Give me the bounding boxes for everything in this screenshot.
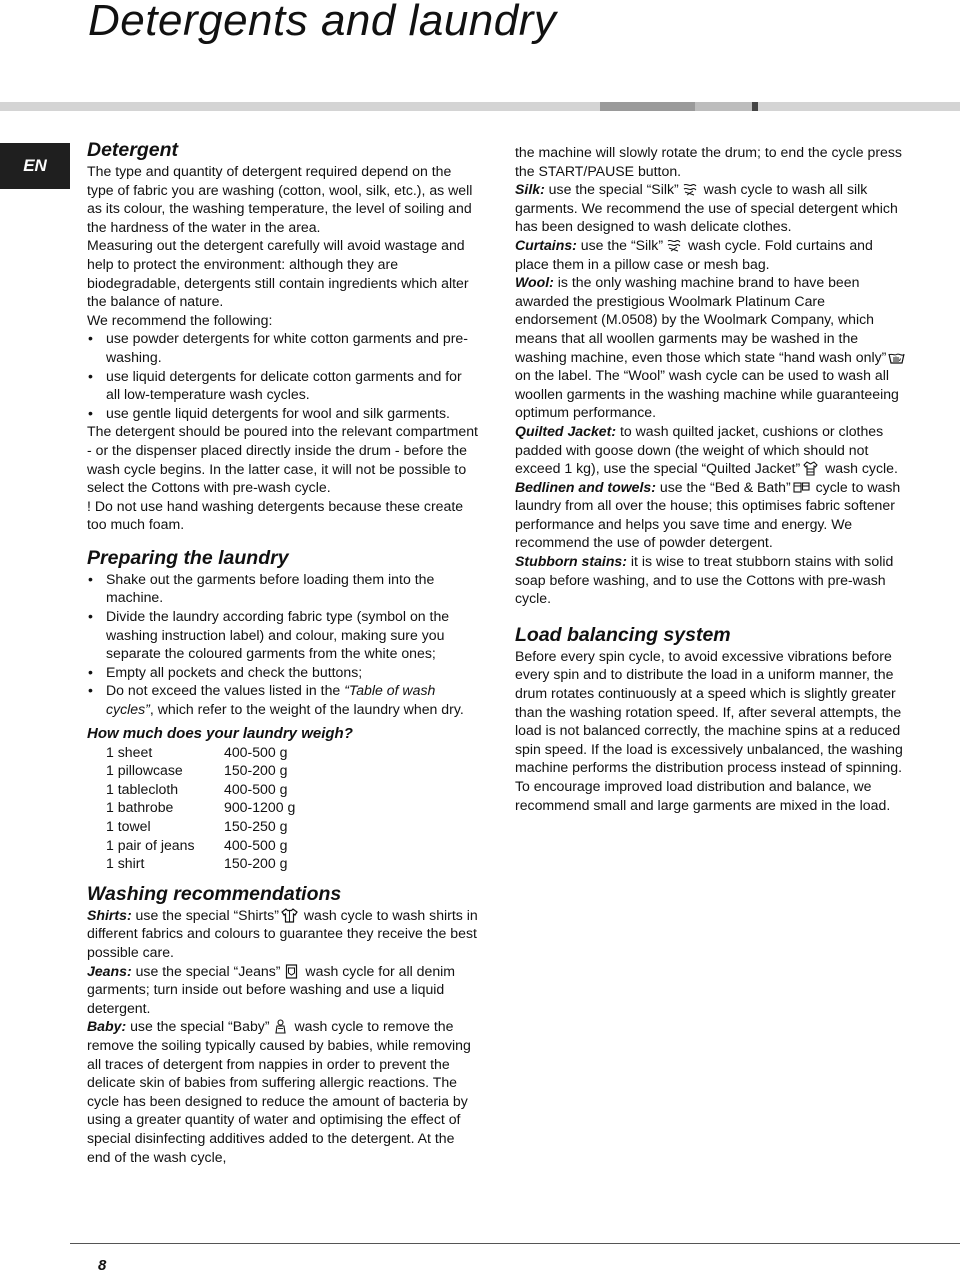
recommendation-label: Silk: (515, 181, 545, 198)
recommendation-text: use the special “Baby” (126, 1018, 270, 1035)
recommendation-text: use the “Silk” (576, 236, 664, 253)
table-cell-weight: 150-200 g (224, 855, 288, 872)
recommendation-quilted (515, 422, 910, 478)
list-item-text: Do not exceed the values listed in the (106, 682, 345, 699)
silk-icon (681, 182, 698, 197)
recommendation-text: wash cycle. Fold curtains and place them in a pillow case or mesh bag. (515, 236, 873, 272)
table-cell-item: 1 sheet (106, 743, 153, 760)
recommendation-label: Curtains: (515, 236, 577, 253)
table-cell-item: 1 pair of jeans (106, 836, 195, 853)
recommendation-bedlinen (515, 478, 910, 552)
jeans-icon (283, 964, 300, 979)
detergent-paragraph: We recommend the following: (87, 311, 273, 328)
list-item: • Shake out the garments before loading them into the machine. (87, 570, 479, 607)
table-cell-item: 1 towel (106, 818, 151, 834)
baby-icon (272, 1019, 289, 1034)
table-cell-item: 1 bathrobe (106, 799, 174, 816)
table-cell-item: 1 pillowcase (106, 762, 183, 779)
recommendation-wool (515, 273, 910, 422)
detergent-heading: Detergent (87, 139, 179, 161)
table-row (106, 780, 295, 799)
table-cell-item: 1 shirt (106, 855, 145, 872)
table-cell-weight: 150-200 g (224, 762, 288, 779)
recommendation-text: use the special “Jeans” (131, 962, 281, 979)
recommendation-label: Shirts: (87, 906, 132, 923)
table-cell-weight: 900-1200 g (224, 799, 296, 816)
table-row (106, 761, 295, 780)
header-bar-segment (0, 102, 600, 111)
shirt-icon (281, 908, 298, 923)
warning-mark: ! (87, 497, 91, 514)
recommendation-text: use the special “Shirts” (131, 906, 279, 923)
list-item (87, 681, 479, 718)
detergent-paragraph: Measuring out the detergent carefully will avoid wastage and help to protect the environment: although they are biodegradable, detergents still contain ingredients which alter the balance of nature. (87, 237, 469, 310)
recommendation-stubborn (515, 552, 910, 608)
table-row (106, 817, 295, 836)
recommendation-label: Quilted Jacket: (515, 422, 617, 439)
recommendation-jeans (87, 962, 479, 1018)
recommendation-baby (87, 1017, 479, 1166)
recommendation-silk (515, 180, 910, 236)
table-row (106, 798, 295, 817)
recommendation-text: use the special “Silk” (544, 181, 679, 198)
warning-text: Do not use hand washing detergents because these create too much foam. (87, 497, 464, 533)
preparing-list (87, 570, 479, 719)
table-row (106, 743, 295, 762)
table-cell-weight: 400-500 g (224, 743, 288, 760)
bed-bath-icon (793, 480, 810, 495)
recommendation-text: to wash quilted jacket, cushions or clothes padded with goose down (the weight of which should not exceed 1 kg), use the special “Quilted Jacket” (515, 422, 884, 477)
quilted-jacket-icon (802, 461, 819, 476)
recommendation-label: Baby: (87, 1018, 127, 1035)
warning-note (87, 497, 479, 534)
preparing-heading: Preparing the laundry (87, 546, 289, 569)
table-reference: “Table of wash cycles” (106, 682, 436, 718)
recommendation-text: cycle to wash laundry from all over the house; this optimises fabric softener performance and helps you save time and energy. We recommend the use of powder detergent. (515, 478, 901, 551)
list-item: • use powder detergents for white cotton garments and pre-washing. (87, 329, 479, 366)
page-title: Detergents and laundry (88, 0, 557, 45)
header-bar-segment (758, 102, 960, 111)
recommendation-text: wash cycle to wash shirts in different fabrics and colours to guarantee they receive the best possible care. (87, 906, 478, 960)
washing-heading: Washing recommendations (87, 882, 342, 905)
recommendation-label: Wool: (515, 274, 554, 291)
recommendation-label: Jeans: (87, 962, 132, 979)
recommendation-curtains (515, 236, 910, 273)
load-heading: Load balancing system (515, 623, 731, 646)
recommendation-shirts (87, 906, 479, 962)
list-item: • use liquid detergents for delicate cotton garments and for all low-temperature wash cycles. (87, 367, 479, 404)
right-column (515, 138, 910, 814)
list-item: • use gentle liquid detergents for wool and silk garments. (87, 404, 479, 423)
header-bar-segment (695, 102, 752, 111)
language-tab: EN (0, 143, 70, 189)
footer-rule (70, 1243, 960, 1244)
weigh-heading: How much does your laundry weigh? (87, 724, 353, 742)
list-item: • Empty all pockets and check the buttons; (87, 663, 479, 682)
table-row (106, 854, 295, 873)
table-row (106, 836, 295, 855)
recommendation-label: Bedlinen and towels: (515, 478, 656, 495)
hand-wash-icon (888, 350, 905, 365)
silk-icon (665, 238, 682, 253)
table-cell-item: 1 tablecloth (106, 780, 179, 797)
recommendation-text: wash cycle to wash all silk garments. We recommend the use of special detergent which has been designed to wash delicate clothes. (515, 181, 898, 235)
recommendation-text: on the label. The “Wool” wash cycle can be used to wash all woollen garments in the washing machine while guaranteeing optimum performance. (515, 367, 899, 421)
recommendation-text: wash cycle for all denim garments; turn inside out before washing and use a liquid detergent. (87, 962, 456, 1016)
recommendation-label: Stubborn stains: (515, 553, 627, 570)
weight-table (106, 743, 295, 873)
recommendation-text: use the “Bed & Bath” (655, 478, 791, 495)
detergent-paragraph: The type and quantity of detergent required depend on the type of fabric you are washing (cotton, wool, silk, etc.), as well as its colour, the washing temperature, the level of soiling and the hardness of the water in the area. (87, 163, 473, 235)
recommendation-text: wash cycle to remove the remove the soiling typically caused by babies, while removing all traces of detergent from nappies in order to prevent the delicate skin of babies from suffering allergic reactions. The cycle has been designed to reduce the amount of bacteria by using a greater quantity of water and optimising the effect of special disinfecting additives added to the detergent. At the end of the wash cycle, (87, 1018, 471, 1165)
recommendation-text: wash cycle. (821, 460, 898, 477)
page-number: 8 (98, 1257, 107, 1274)
detergent-paragraph: The detergent should be poured into the relevant compartment - or the dispenser placed directly inside the drum - before the wash cycle begins. In the latter case, it will not be possible to select the Cottons with pre-wash cycle. (87, 423, 478, 496)
baby-continued: the machine will slowly rotate the drum; to end the cycle press the START/PAUSE button. (515, 144, 902, 179)
list-item: • Divide the laundry according fabric type (symbol on the washing instruction label) and colour, making sure you separate the coloured garments from the white ones; (87, 607, 479, 663)
load-paragraph: Before every spin cycle, to avoid excessive vibrations before every spin and to distribute the load in a uniform manner, the drum rotates continuously at a speed which is slightly greater than the washing rotation speed. If, after several attempts, the load is not balanced correctly, the machine spins at a reduced spin speed. If the load is excessively unbalanced, the washing machine performs the distribution process instead of spinning. To encourage improved load distribution and balance, we recommend small and large garments are mixed in the load. (515, 647, 903, 813)
detergent-list (87, 329, 479, 422)
left-column (87, 138, 479, 1166)
recommendation-text: is the only washing machine brand to have been awarded the prestigious Woolmark Platinum Care endorsement (M.0508) by the Woolmark Company, which means that all woollen garments may be washed in the washing machine, even those which state “hand wash only” (515, 274, 887, 365)
table-cell-weight: 400-500 g (224, 836, 288, 853)
table-cell-weight: 400-500 g (224, 780, 288, 797)
table-cell-weight: 150-250 g (224, 818, 288, 834)
list-item-text: , which refer to the weight of the laundry when dry. (149, 701, 464, 718)
recommendation-text: it is wise to treat stubborn stains with solid soap before washing, and to use the Cottons with pre-wash cycle. (515, 553, 894, 607)
header-bar-segment (600, 102, 695, 111)
